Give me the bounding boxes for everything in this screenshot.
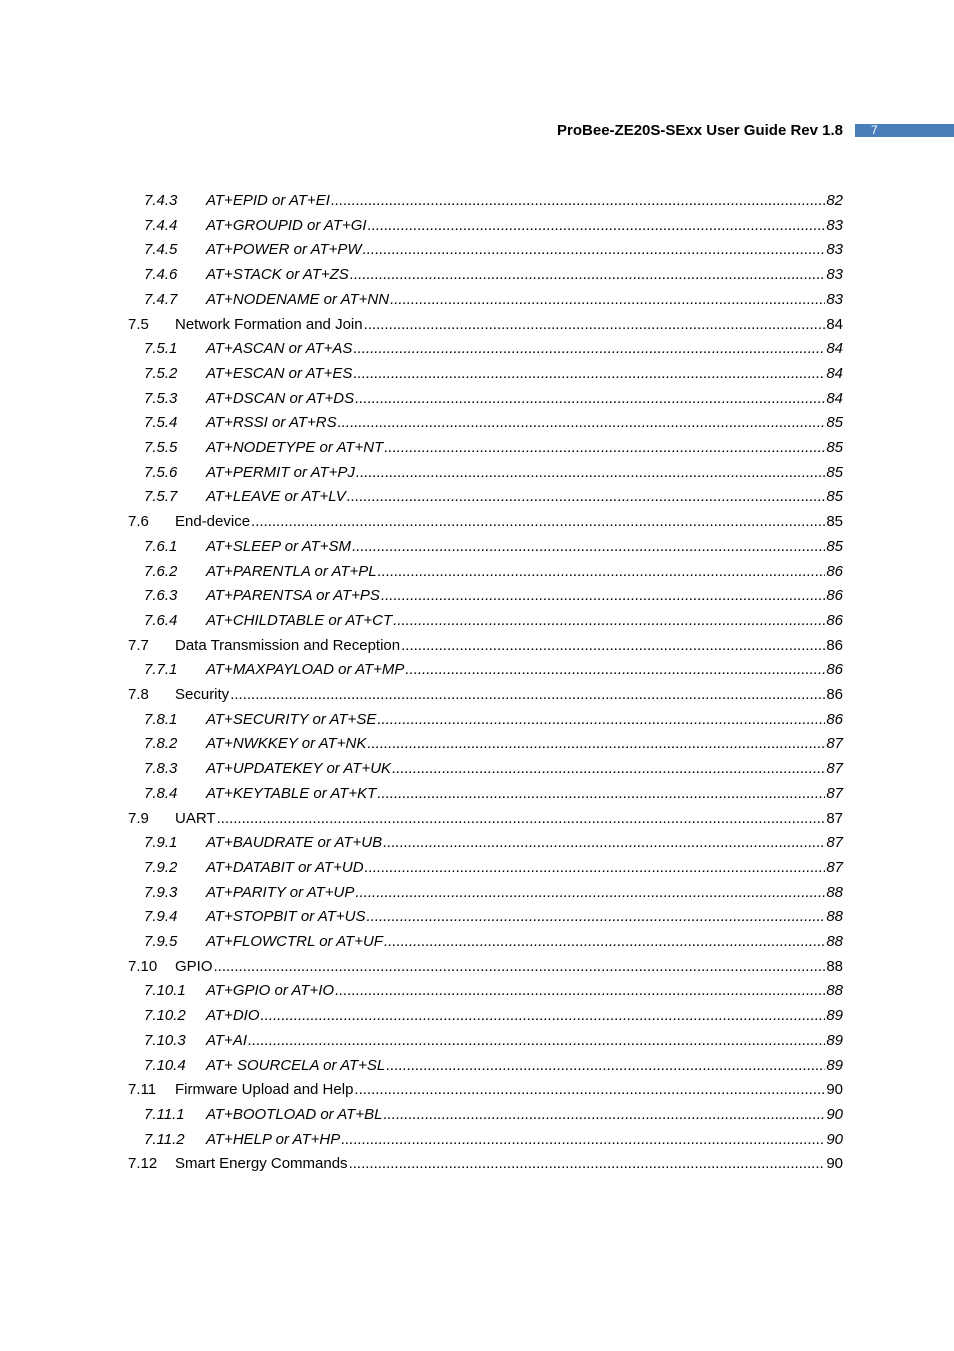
toc-entry-number: 7.9.1 [144, 834, 178, 852]
toc-dot-leader [353, 337, 825, 361]
toc-dot-leader [347, 485, 826, 509]
toc-entry-title: AT+NODETYPE or AT+NT [206, 439, 384, 456]
toc-entry-title: AT+SECURITY or AT+SE [206, 710, 377, 728]
toc-entry-title: AT+POWER or AT+PW [206, 241, 362, 259]
toc-entry-number: 7.4.6 [144, 266, 178, 284]
toc-entry-number: 7.11 [128, 1081, 157, 1099]
toc-dot-leader [355, 387, 825, 411]
toc-entry-title: AT+EPID or AT+EI [206, 192, 330, 209]
toc-entry[interactable] [0, 1078, 843, 1102]
toc-dot-leader [335, 979, 825, 1003]
toc-entry[interactable] [0, 313, 843, 337]
toc-entry-title: AT+ESCAN or AT+ES [206, 364, 353, 382]
toc-entry-page: 90 [826, 1130, 843, 1148]
toc-entry-page: 89 [826, 1007, 843, 1025]
toc-dot-leader [368, 214, 826, 238]
toc-entry-number: 7.10.2 [144, 1007, 186, 1025]
toc-entry-page: 84 [826, 364, 843, 382]
toc-entry-page: 83 [826, 241, 843, 259]
toc-entry-page: 88 [826, 908, 843, 926]
toc-entry-title: AT+LEAVE or AT+LV [206, 488, 346, 506]
toc-entry[interactable] [0, 1029, 843, 1053]
toc-entry-page: 85 [826, 513, 843, 531]
toc-dot-leader [383, 831, 825, 855]
toc-dot-leader [393, 609, 825, 633]
toc-dot-leader [341, 1128, 825, 1152]
toc-entry-number: 7.5.6 [144, 463, 178, 481]
toc-entry-page: 83 [826, 266, 843, 284]
toc-entry-title: Network Formation and Join [175, 315, 363, 333]
toc-entry[interactable] [0, 485, 843, 509]
toc-entry-number: 7.5.1 [144, 340, 178, 358]
toc-entry-number: 7.10.3 [144, 1031, 186, 1049]
toc-entry-number: 7.6.3 [144, 587, 178, 605]
toc-entry-number: 7.4.4 [144, 216, 178, 234]
toc-entry-title: AT+CHILDTABLE or AT+CT [206, 611, 393, 629]
toc-entry-page: 83 [826, 290, 843, 308]
toc-entry-page: 85 [826, 439, 843, 456]
toc-entry-title: AT+DATABIT or AT+UD [206, 858, 364, 876]
toc-entry-page: 87 [826, 809, 843, 827]
toc-entry-number: 7.5.3 [144, 389, 178, 407]
toc-entry-number: 7.11.1 [144, 1105, 185, 1123]
toc-entry-page: 87 [826, 784, 843, 802]
toc-dot-leader [353, 362, 825, 386]
toc-dot-leader [392, 757, 825, 781]
toc-entry-number: 7.7 [128, 636, 149, 654]
toc-entry-page: 85 [826, 463, 843, 481]
toc-entry[interactable] [0, 782, 843, 806]
toc-dot-leader [377, 708, 825, 732]
toc-entry[interactable] [0, 831, 843, 855]
toc-entry[interactable] [0, 436, 843, 460]
toc-entry-number: 7.9.4 [144, 908, 178, 926]
toc-dot-leader [349, 1152, 826, 1176]
document-header-title: ProBee-ZE20S-SExx User Guide Rev 1.8 [557, 122, 843, 139]
toc-entry-page: 87 [826, 735, 843, 753]
toc-dot-leader [248, 1029, 825, 1053]
toc-entry-page: 86 [826, 562, 843, 580]
toc-dot-leader [260, 1004, 825, 1028]
toc-entry-number: 7.5.4 [144, 414, 178, 432]
toc-entry[interactable] [0, 1152, 843, 1176]
toc-entry-page: 87 [826, 858, 843, 876]
toc-entry-number: 7.5 [128, 315, 149, 333]
toc-entry-title: AT+ SOURCELA or AT+SL [206, 1056, 386, 1074]
toc-entry-page: 90 [826, 1155, 843, 1173]
toc-entry-title: AT+ASCAN or AT+AS [206, 340, 353, 358]
toc-entry-number: 7.11.2 [144, 1130, 185, 1148]
toc-dot-leader [378, 560, 826, 584]
toc-entry-title: AT+KEYTABLE or AT+KT [206, 784, 377, 802]
toc-entry-title: Security [175, 686, 230, 703]
toc-entry[interactable] [0, 856, 843, 880]
toc-dot-leader [217, 807, 826, 831]
toc-entry-title: AT+STACK or AT+ZS [206, 266, 349, 284]
toc-dot-leader [390, 288, 825, 312]
toc-entry-title: AT+GPIO or AT+IO [206, 982, 335, 1000]
toc-entry-page: 88 [826, 957, 843, 975]
toc-entry-page: 84 [826, 315, 843, 333]
toc-entry-number: 7.5.5 [144, 439, 178, 456]
toc-entry-title: Data Transmission and Reception [175, 636, 401, 654]
toc-entry[interactable] [0, 238, 843, 262]
toc-entry-number: 7.4.5 [144, 241, 178, 259]
toc-entry-page: 87 [826, 834, 843, 852]
toc-entry-number: 7.6.2 [144, 562, 178, 580]
toc-entry[interactable] [0, 955, 843, 979]
toc-entry-page: 84 [826, 389, 843, 407]
toc-entry-page: 89 [826, 1056, 843, 1074]
toc-dot-leader [401, 634, 825, 658]
toc-entry[interactable] [0, 1128, 843, 1152]
toc-dot-leader [405, 658, 825, 682]
toc-entry-title: AT+NODENAME or AT+NN [206, 290, 390, 308]
toc-entry[interactable] [0, 461, 843, 485]
toc-entry-page: 86 [826, 636, 843, 654]
toc-entry-page: 85 [826, 414, 843, 432]
toc-dot-leader [384, 930, 825, 954]
toc-entry-number: 7.4.7 [144, 290, 178, 308]
toc-dot-leader [356, 461, 825, 485]
toc-entry-page: 85 [826, 488, 843, 506]
toc-entry-page: 86 [826, 611, 843, 629]
toc-entry-page: 86 [826, 710, 843, 728]
toc-entry[interactable] [0, 362, 843, 386]
toc-entry[interactable] [0, 979, 843, 1003]
toc-entry[interactable] [0, 535, 843, 559]
toc-entry-number: 7.10.4 [144, 1056, 186, 1074]
toc-entry-page: 90 [826, 1081, 843, 1099]
toc-entry-title: AT+PERMIT or AT+PJ [206, 463, 355, 481]
toc-entry-number: 7.6 [128, 513, 149, 531]
toc-entry-number: 7.9.5 [144, 933, 178, 950]
toc-dot-leader [364, 313, 826, 337]
toc-entry-number: 7.6.4 [144, 611, 178, 629]
toc-entry[interactable] [0, 288, 843, 312]
page-number-tab [855, 124, 954, 137]
toc-entry[interactable] [0, 510, 843, 534]
toc-entry-title: AT+PARENTSA or AT+PS [206, 587, 380, 605]
toc-dot-leader [384, 436, 825, 460]
toc-entry-title: AT+BOOTLOAD or AT+BL [206, 1105, 383, 1123]
toc-entry-title: Smart Energy Commands [175, 1155, 348, 1173]
toc-entry[interactable] [0, 930, 843, 954]
toc-entry[interactable] [0, 634, 843, 658]
toc-entry-page: 88 [826, 883, 843, 901]
toc-entry[interactable] [0, 337, 843, 361]
toc-entry-page: 82 [826, 192, 843, 209]
toc-dot-leader [354, 1078, 825, 1102]
toc-dot-leader [381, 584, 825, 608]
toc-entry[interactable] [0, 387, 843, 411]
toc-dot-leader [251, 510, 825, 534]
toc-entry[interactable] [0, 708, 843, 732]
toc-entry-title: AT+MAXPAYLOAD or AT+MP [206, 661, 405, 679]
toc-entry-title: AT+DSCAN or AT+DS [206, 389, 355, 407]
toc-entry-number: 7.8.4 [144, 784, 178, 802]
toc-entry-page: 88 [826, 982, 843, 1000]
toc-entry-title: AT+AI [206, 1031, 247, 1049]
page-number: 7 [871, 123, 878, 137]
toc-entry-page: 84 [826, 340, 843, 358]
toc-entry-page: 89 [826, 1031, 843, 1049]
toc-entry-title: AT+FLOWCTRL or AT+UF [206, 933, 383, 950]
toc-entry[interactable] [0, 807, 843, 831]
toc-entry-page: 86 [826, 686, 843, 703]
toc-entry-page: 83 [826, 216, 843, 234]
toc-entry-page: 86 [826, 661, 843, 679]
toc-dot-leader [386, 1054, 825, 1078]
toc-dot-leader [331, 189, 825, 213]
toc-entry-title: AT+GROUPID or AT+GI [206, 216, 367, 234]
toc-entry[interactable] [0, 560, 843, 584]
toc-entry-title: AT+RSSI or AT+RS [206, 414, 337, 432]
toc-dot-leader [367, 905, 826, 929]
toc-entry-title: AT+PARENTLA or AT+PL [206, 562, 377, 580]
toc-entry-number: 7.10 [128, 957, 158, 975]
toc-entry-number: 7.5.7 [144, 488, 178, 506]
toc-dot-leader [363, 238, 826, 262]
toc-dot-leader [230, 683, 825, 707]
toc-entry-number: 7.8.2 [144, 735, 178, 753]
toc-entry[interactable] [0, 757, 843, 781]
toc-entry-number: 7.6.1 [144, 537, 178, 555]
toc-entry-title: End-device [175, 513, 251, 531]
toc-entry-title: AT+BAUDRATE or AT+UB [206, 834, 383, 852]
toc-entry[interactable] [0, 411, 843, 435]
toc-entry-title: GPIO [175, 957, 213, 975]
toc-entry-title: AT+PARITY or AT+UP [206, 883, 355, 901]
toc-entry-number: 7.5.2 [144, 364, 178, 382]
toc-entry-title: Firmware Upload and Help [175, 1081, 354, 1099]
toc-dot-leader [355, 881, 825, 905]
toc-entry[interactable] [0, 1054, 843, 1078]
toc-entry[interactable] [0, 214, 843, 238]
toc-entry-title: AT+HELP or AT+HP [206, 1130, 341, 1148]
toc-entry-title: AT+NWKKEY or AT+NK [206, 735, 367, 753]
toc-entry[interactable] [0, 905, 843, 929]
toc-entry[interactable] [0, 1103, 843, 1127]
toc-dot-leader [367, 732, 825, 756]
toc-dot-leader [365, 856, 826, 880]
toc-entry[interactable] [0, 189, 843, 213]
toc-entry-title: AT+STOPBIT or AT+US [206, 908, 366, 926]
toc-entry-number: 7.10.1 [144, 982, 186, 1000]
toc-entry-number: 7.9.2 [144, 858, 178, 876]
toc-entry-number: 7.9.3 [144, 883, 178, 901]
toc-entry-number: 7.4.3 [144, 192, 178, 209]
toc-entry-number: 7.8.1 [144, 710, 178, 728]
toc-dot-leader [350, 263, 826, 287]
toc-entry-number: 7.9 [128, 809, 149, 827]
toc-entry[interactable] [0, 584, 843, 608]
toc-entry-page: 87 [826, 760, 843, 778]
toc-dot-leader [377, 782, 825, 806]
toc-entry-number: 7.12 [128, 1155, 158, 1173]
toc-dot-leader [352, 535, 825, 559]
toc-entry-title: UART [175, 809, 216, 827]
toc-dot-leader [338, 411, 826, 435]
toc-entry[interactable] [0, 732, 843, 756]
toc-entry-page: 86 [826, 587, 843, 605]
toc-entry-title: AT+UPDATEKEY or AT+UK [206, 760, 392, 778]
toc-entry-number: 7.7.1 [144, 661, 178, 679]
toc-entry-page: 90 [826, 1105, 843, 1123]
toc-entry[interactable] [0, 263, 843, 287]
toc-entry[interactable] [0, 658, 843, 682]
toc-dot-leader [214, 955, 826, 979]
toc-entry-page: 85 [826, 537, 843, 555]
toc-entry-title: AT+SLEEP or AT+SM [206, 537, 352, 555]
toc-entry[interactable] [0, 1004, 843, 1028]
toc-entry-number: 7.8 [128, 686, 149, 703]
toc-entry-title: AT+DIO [206, 1007, 260, 1025]
toc-entry-page: 88 [826, 933, 843, 950]
toc-entry-number: 7.8.3 [144, 760, 178, 778]
toc-entry[interactable] [0, 881, 843, 905]
toc-dot-leader [383, 1103, 825, 1127]
toc-entry[interactable] [0, 683, 843, 707]
toc-entry[interactable] [0, 609, 843, 633]
